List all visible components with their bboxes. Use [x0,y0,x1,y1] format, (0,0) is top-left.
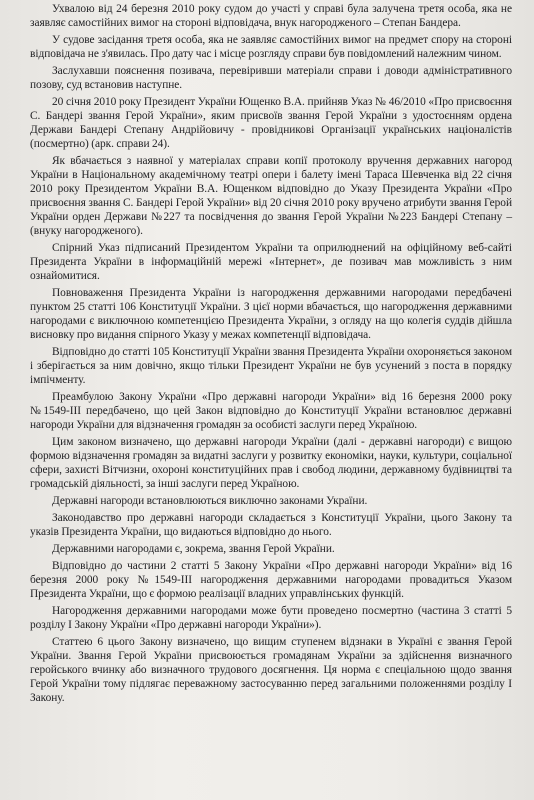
paragraph: Відповідно до частини 2 статті 5 Закону України «Про державні нагороди України» від 16 березня 2000 року №1549-ІІІ нагородження державними нагородами провадиться Указом Президента України, що є формою реалізації владних управлінських функцій. [30,560,512,600]
paragraph: Державні нагороди встановлюються виключно законами України. [52,495,368,507]
paragraph: Державними нагородами є, зокрема, звання Герой України. [52,543,335,555]
paragraph: Повноваження Президента України із нагородження державними нагородами передбачені пунктом 25 статті 106 Конституції України. З цієї норми вбачається, що нагородження державними нагородами є виключною компетенцією Президента України, з огляду на що колегія суддів дійшла висновку про видання спірного Указу у межах компетенції відповідача. [30,287,512,341]
paragraph: Цим законом визначено, що державні нагороди України (далі - державні нагороди) є вищою формою відзначення громадян за видатні заслуги у розвитку економіки, науки, культури, соціальної сфери, захисті Вітчизни, охороні конституційних прав і свобод людини, державному будівництві та громадській діяльності, за інші заслуги перед Україною. [30,436,512,490]
paragraph: Спірний Указ підписаний Президентом України та оприлюднений на офіційному веб-сайті Президента України в інформаційній мережі «Інтернет», де позивач мав можливість з ним ознайомитися. [30,242,512,282]
paragraph: Преамбулою Закону України «Про державні нагороди України» від 16 березня 2000 року №1549-ІІІ передбачено, що цей Закон відповідно до Конституції України встановлює державні нагороди України для відзначення громадян за особисті заслуги перед Україною. [30,391,512,431]
paragraph: Статтею 6 цього Закону визначено, що вищим ступенем відзнаки в Україні є звання Герой України. Звання Герой України присвоюється громадянам України за здійснення визначного геройського вчинку або визначного трудового досягнення. Ця норма є спеціальною щодо звання Герой України тому підлягає переважному застосуванню перед загальними положеннями розділу І Закону. [30,636,512,704]
paragraph: У судове засідання третя особа, яка не заявляє самостійних вимог на предмет спору на стороні відповідача не з'явилась. Про дату час і місце розгляду справи був повідомлений належним чином. [30,34,512,60]
paragraph: Ухвалою від 24 березня 2010 року судом до участі у справі була залучена третя особа, яка не заявляє самостійних вимог на стороні відповідача, внук нагородженого – Степан Бандера. [30,3,512,29]
paragraph: Нагородження державними нагородами може бути проведено посмертно (частина 3 статті 5 розділу І Закону України «Про державні нагороди України»). [30,605,512,631]
paragraph: Заслухавши пояснення позивача, перевіривши матеріали справи і доводи адміністративного позову, суд встановив наступне. [30,65,512,91]
paragraph: Як вбачається з наявної у матеріалах справи копії протоколу вручення державних нагород України в Національному академічному театрі опери і балету імені Тараса Шевченка від 22 січня 2010 року Президентом України В.А. Ющенком відповідно до Указу Президента України «Про присвоєння звання С. Бандері Герой України» від 20 січня 2010 року вручено атрибути звання Герой України орден Держави №227 та посвідчення до звання Герой України №223 Бандері Степану – (внуку нагородженого). [30,155,512,237]
paragraph: Законодавство про державні нагороди складається з Конституції України, цього Закону та указів Президента України, що видаються відповідно до нього. [30,512,512,538]
paragraph: Відповідно до статті 105 Конституції України звання Президента України охороняється законом і зберігається за ним довічно, якщо тільки Президент України не був усунений з поста в порядку імпічменту. [30,346,512,386]
paragraph: 20 січня 2010 року Президент України Ющенко В.А. прийняв Указ № 46/2010 «Про присвоєння С. Бандері звання Герой України», яким присвоїв звання Герой України з удостоєнням ордена Держави Бандері Степану Андрійовичу - провідникові Організації українських націоналістів (посмертно) (арк. справи 24). [30,96,512,150]
